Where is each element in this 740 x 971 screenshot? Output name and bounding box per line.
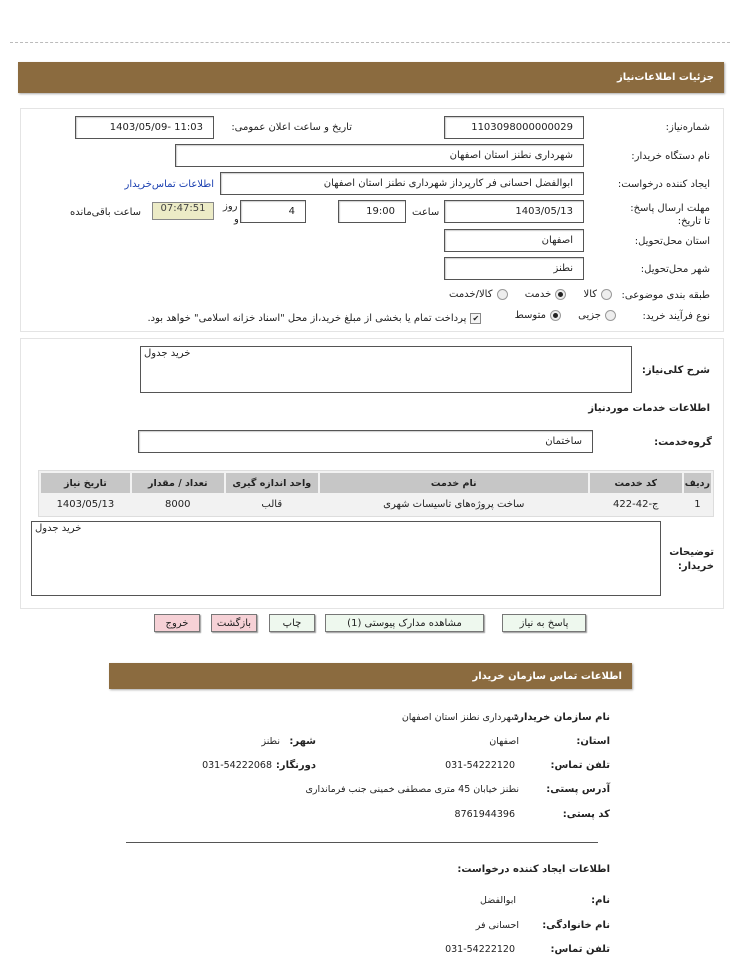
countdown-timer: 07:47:51 [152, 202, 214, 220]
back-button[interactable]: بازگشت [211, 614, 257, 632]
page-title: جزئیات اطلاعات‌نیاز [617, 72, 714, 83]
cell-unit: قالب [226, 495, 318, 514]
table-header-row [41, 473, 711, 493]
divider [10, 42, 730, 43]
checkbox-checked-icon[interactable]: ✔ [470, 313, 481, 324]
buyer-notes-label: توضیحات خریدار: [669, 547, 714, 572]
creator-heading: اطلاعات ایجاد کننده درخواست: [457, 864, 610, 875]
process-option-minor[interactable]: جزیی [578, 310, 616, 321]
exit-button[interactable]: خروج [154, 614, 200, 632]
page-header [18, 62, 724, 93]
category-option-service[interactable]: خدمت [525, 289, 567, 300]
phone-value: 031-54222120 [445, 760, 515, 771]
days-field[interactable]: 4 [240, 200, 306, 223]
cell-date: 1403/05/13 [41, 495, 130, 514]
process-label: نوع فرآیند خرید: [642, 311, 710, 322]
days-label: روز [223, 201, 238, 212]
first-name-label: نام: [591, 895, 610, 906]
contact-header [109, 663, 632, 689]
address-label: آدرس پستی: [546, 784, 610, 795]
creator-phone-label: تلفن تماس: [550, 944, 610, 955]
cell-row: 1 [684, 495, 711, 514]
radio-selected-icon[interactable] [555, 289, 566, 300]
org-label: نام سازمان خریدار: [514, 712, 610, 723]
fax-label: دورنگار: [275, 760, 316, 771]
announce-label: تاریخ و ساعت اعلان عمومی: [231, 122, 352, 133]
service-group-field[interactable]: ساختمان [138, 430, 593, 453]
need-number-field[interactable]: 1103098000000029 [444, 116, 584, 139]
buyer-org-label: نام دستگاه خریدار: [631, 151, 710, 162]
contact-province-label: استان: [576, 736, 610, 747]
col-row: ردیف [684, 473, 711, 493]
category-option-goods[interactable]: کالا [583, 289, 612, 300]
last-name-label: نام خانوادگی: [542, 920, 610, 931]
cell-name: ساخت پروژه‌های تاسیسات شهری [320, 495, 588, 514]
postal-value: 8761944396 [454, 809, 515, 820]
summary-textarea[interactable]: خرید جدول [140, 346, 632, 393]
category-option-both[interactable]: کالا/خدمت [449, 289, 508, 300]
radio-selected-icon[interactable] [550, 310, 561, 321]
org-value: شهرداری نطنز استان اصفهان [401, 712, 519, 723]
postal-label: کد پستی: [562, 809, 610, 820]
summary-label: شرح کلی‌نیاز: [641, 365, 710, 376]
attachments-button[interactable]: مشاهده مدارک پیوستی (1) [325, 614, 484, 632]
creator-field[interactable]: ابوالفضل احسانی فر کارپرداز شهرداری نطنز استان اصفهان [220, 172, 584, 195]
col-unit: واحد اندازه گیری [226, 473, 318, 493]
last-name-value: احسانی فر [475, 920, 519, 931]
cell-code: ج-42-422 [590, 495, 682, 514]
radio-icon[interactable] [497, 289, 508, 300]
buyer-org-field[interactable]: شهرداری نطنز استان اصفهان [175, 144, 584, 167]
creator-label: ایجاد کننده درخواست: [617, 179, 710, 190]
contact-province-value: اصفهان [489, 736, 519, 747]
service-group-label: گروه‌خدمت: [654, 437, 712, 448]
need-number-label: شماره‌نیاز: [665, 122, 710, 133]
radio-icon[interactable] [601, 289, 612, 300]
deadline-time-field[interactable]: 19:00 [338, 200, 406, 223]
contact-title: اطلاعات تماس سازمان خریدار [472, 670, 622, 682]
col-code: کد خدمت [590, 473, 682, 493]
contact-city-value: نطنز [261, 736, 280, 747]
table-row [41, 495, 711, 514]
services-heading: اطلاعات خدمات موردنیاز [588, 403, 710, 414]
deadline-label: مهلت ارسال پاسخ: تا تاریخ: [630, 203, 710, 227]
province-label: استان محل‌تحویل: [634, 236, 710, 247]
address-value: نطنز خیابان 45 متری مصطفی خمینی جنب فرمانداری [305, 784, 519, 795]
radio-icon[interactable] [605, 310, 616, 321]
print-button[interactable]: چاپ [269, 614, 315, 632]
services-table [38, 470, 714, 517]
buyer-contact-link[interactable]: اطلاعات تماس‌خریدار [124, 179, 214, 190]
reply-button[interactable]: پاسخ به نیاز [502, 614, 586, 632]
process-option-medium[interactable]: متوسط [515, 310, 561, 321]
buyer-notes-textarea[interactable]: خرید جدول [31, 521, 661, 596]
and-label: و [234, 214, 239, 225]
payment-note: پرداخت تمام یا بخشی از مبلغ خرید،از محل "اسناد خزانه اسلامی" خواهد بود. [147, 313, 467, 324]
col-name: نام خدمت [320, 473, 588, 493]
col-date: تاریخ نیاز [41, 473, 130, 493]
time-label: ساعت [412, 207, 440, 218]
process-radio-group [133, 310, 616, 324]
province-field[interactable]: اصفهان [444, 229, 584, 252]
category-radio-group [435, 289, 612, 303]
deadline-date-field[interactable]: 1403/05/13 [444, 200, 584, 223]
section-divider [126, 842, 598, 843]
creator-phone-value: 031-54222120 [445, 944, 515, 955]
city-label: شهر محل‌تحویل: [640, 264, 710, 275]
city-field[interactable]: نطنز [444, 257, 584, 280]
col-qty: تعداد / مقدار [132, 473, 224, 493]
phone-label: تلفن تماس: [550, 760, 610, 771]
announce-field[interactable]: 1403/05/09- 11:03 [75, 116, 214, 139]
contact-city-label: شهر: [289, 736, 316, 747]
category-label: طبقه بندی موضوعی: [621, 290, 710, 301]
first-name-value: ابوالفضل [480, 895, 516, 906]
fax-value: 031-54222068 [202, 760, 272, 771]
payment-checkbox-row[interactable] [147, 313, 481, 324]
remaining-label: ساعت باقی‌مانده [70, 207, 142, 218]
cell-qty: 8000 [132, 495, 224, 514]
